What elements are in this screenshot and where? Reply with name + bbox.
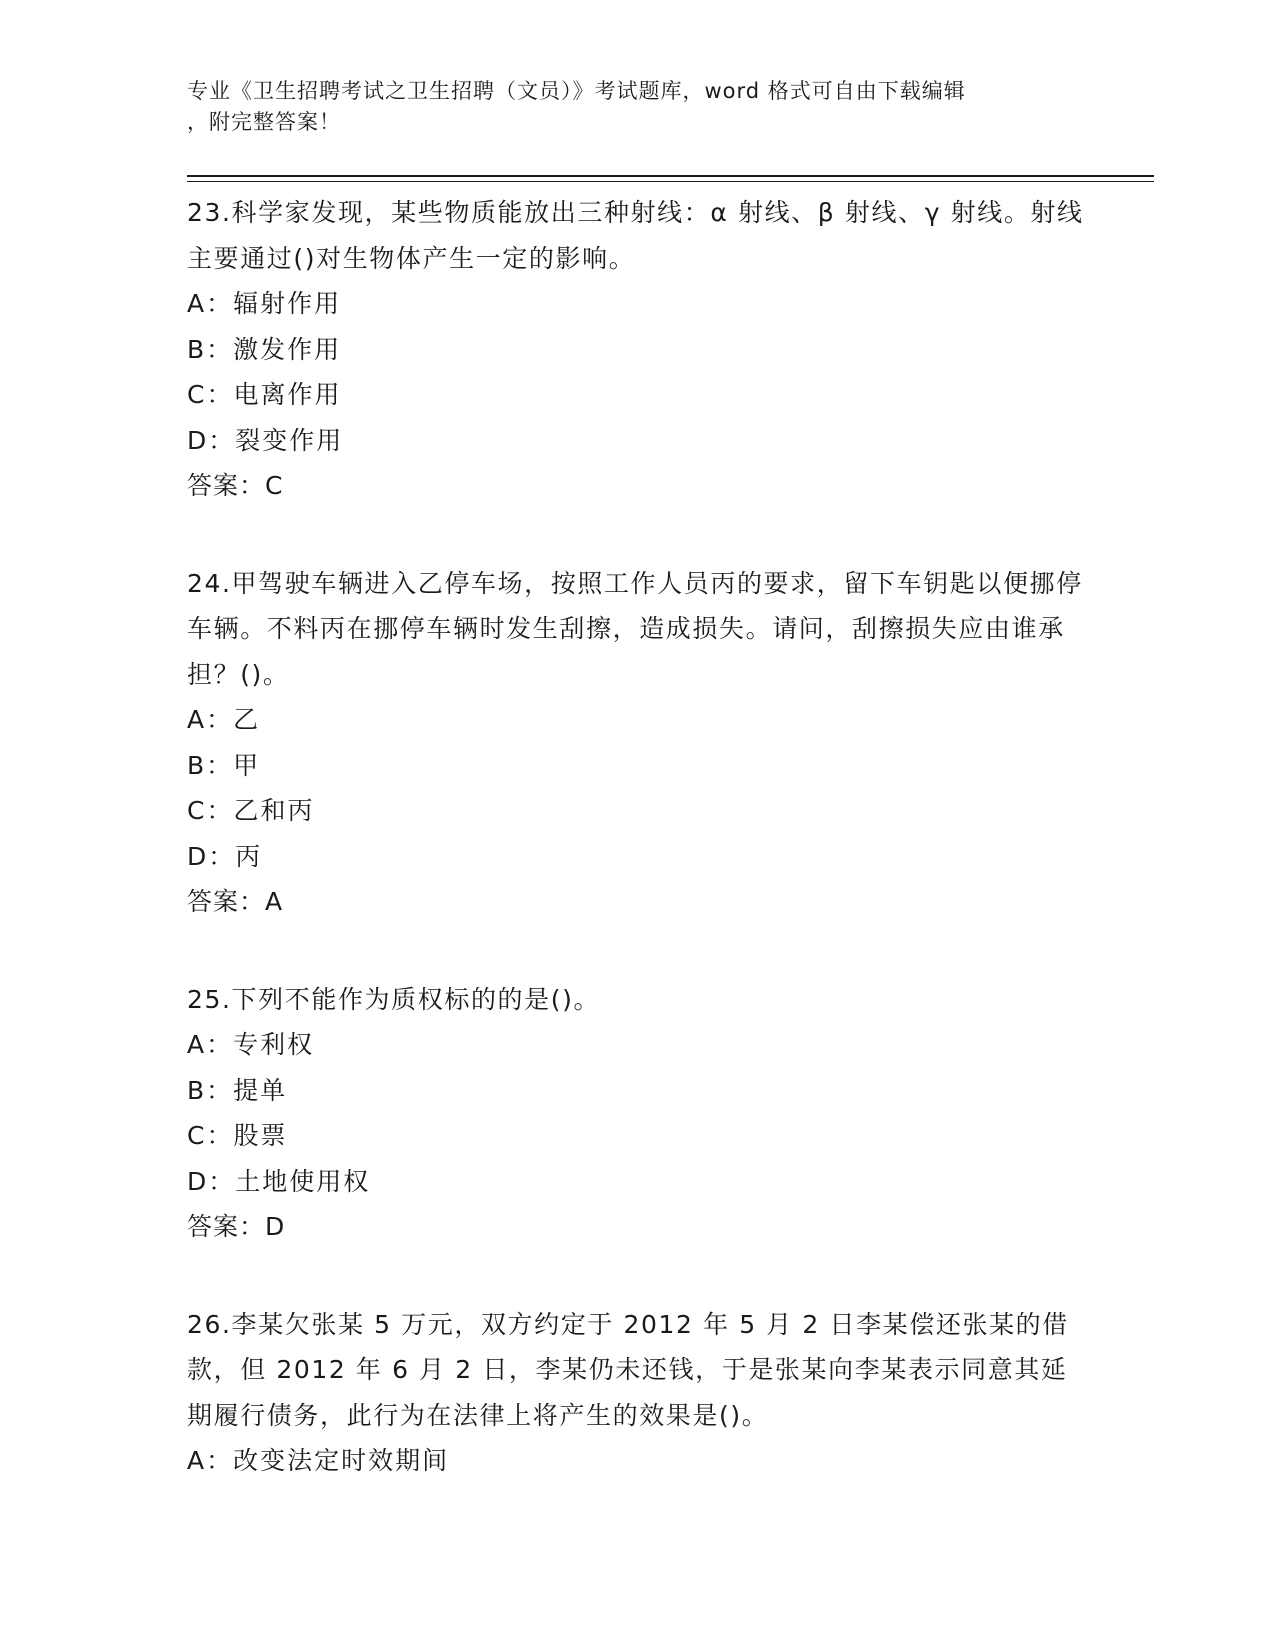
question-stem: 25.下列不能作为质权标的的是()。 — [187, 984, 601, 1014]
header-divider-thin — [187, 181, 1154, 182]
option-d: D：丙 — [187, 841, 263, 871]
answer-line: 答案：C — [187, 471, 284, 500]
question-stem: 26.李某欠张某 5 万元，双方约定于 2012 年 5 月 2 日李某偿还张某的借款，但 2012 年 6 月 2 日，李某仍未还钱，于是张某向李某表示同意其延期履行债务，此行为在法律上将产生的效果是()。 — [187, 1309, 1069, 1430]
question-25 — [187, 977, 1087, 1250]
header-divider-thick — [187, 175, 1154, 177]
option-d: D：裂变作用 — [187, 425, 344, 455]
question-23 — [187, 190, 1087, 509]
question-26 — [187, 1302, 1087, 1484]
option-b: B：激发作用 — [187, 334, 342, 364]
option-a: A：专利权 — [187, 1030, 315, 1059]
option-a: A：乙 — [187, 705, 261, 734]
option-c: C：股票 — [187, 1121, 288, 1150]
option-c: C：乙和丙 — [187, 796, 315, 825]
header-line-2: ，附完整答案！ — [187, 110, 341, 134]
question-24 — [187, 561, 1087, 925]
answer-line: 答案：A — [187, 887, 284, 916]
header-line-1: 专业《卫生招聘考试之卫生招聘（文员）》考试题库，word 格式可自由下载编辑 — [187, 79, 966, 103]
option-a: A：改变法定时效期间 — [187, 1446, 450, 1475]
question-stem: 24.甲驾驶车辆进入乙停车场，按照工作人员丙的要求，留下车钥匙以便挪停车辆。不料丙在挪停车辆时发生刮擦，造成损失。请问，刮擦损失应由谁承担？()。 — [187, 568, 1083, 689]
option-b: B：提单 — [187, 1075, 288, 1105]
option-d: D：土地使用权 — [187, 1166, 371, 1196]
question-list — [187, 190, 1087, 1484]
answer-line: 答案：D — [187, 1212, 286, 1241]
question-stem: 23.科学家发现，某些物质能放出三种射线：α 射线、β 射线、γ 射线。射线主要通过()对生物体产生一定的影响。 — [187, 198, 1084, 273]
option-b: B：甲 — [187, 750, 261, 780]
option-a: A：辐射作用 — [187, 289, 342, 318]
option-c: C：电离作用 — [187, 380, 342, 409]
document-header — [187, 76, 1067, 138]
